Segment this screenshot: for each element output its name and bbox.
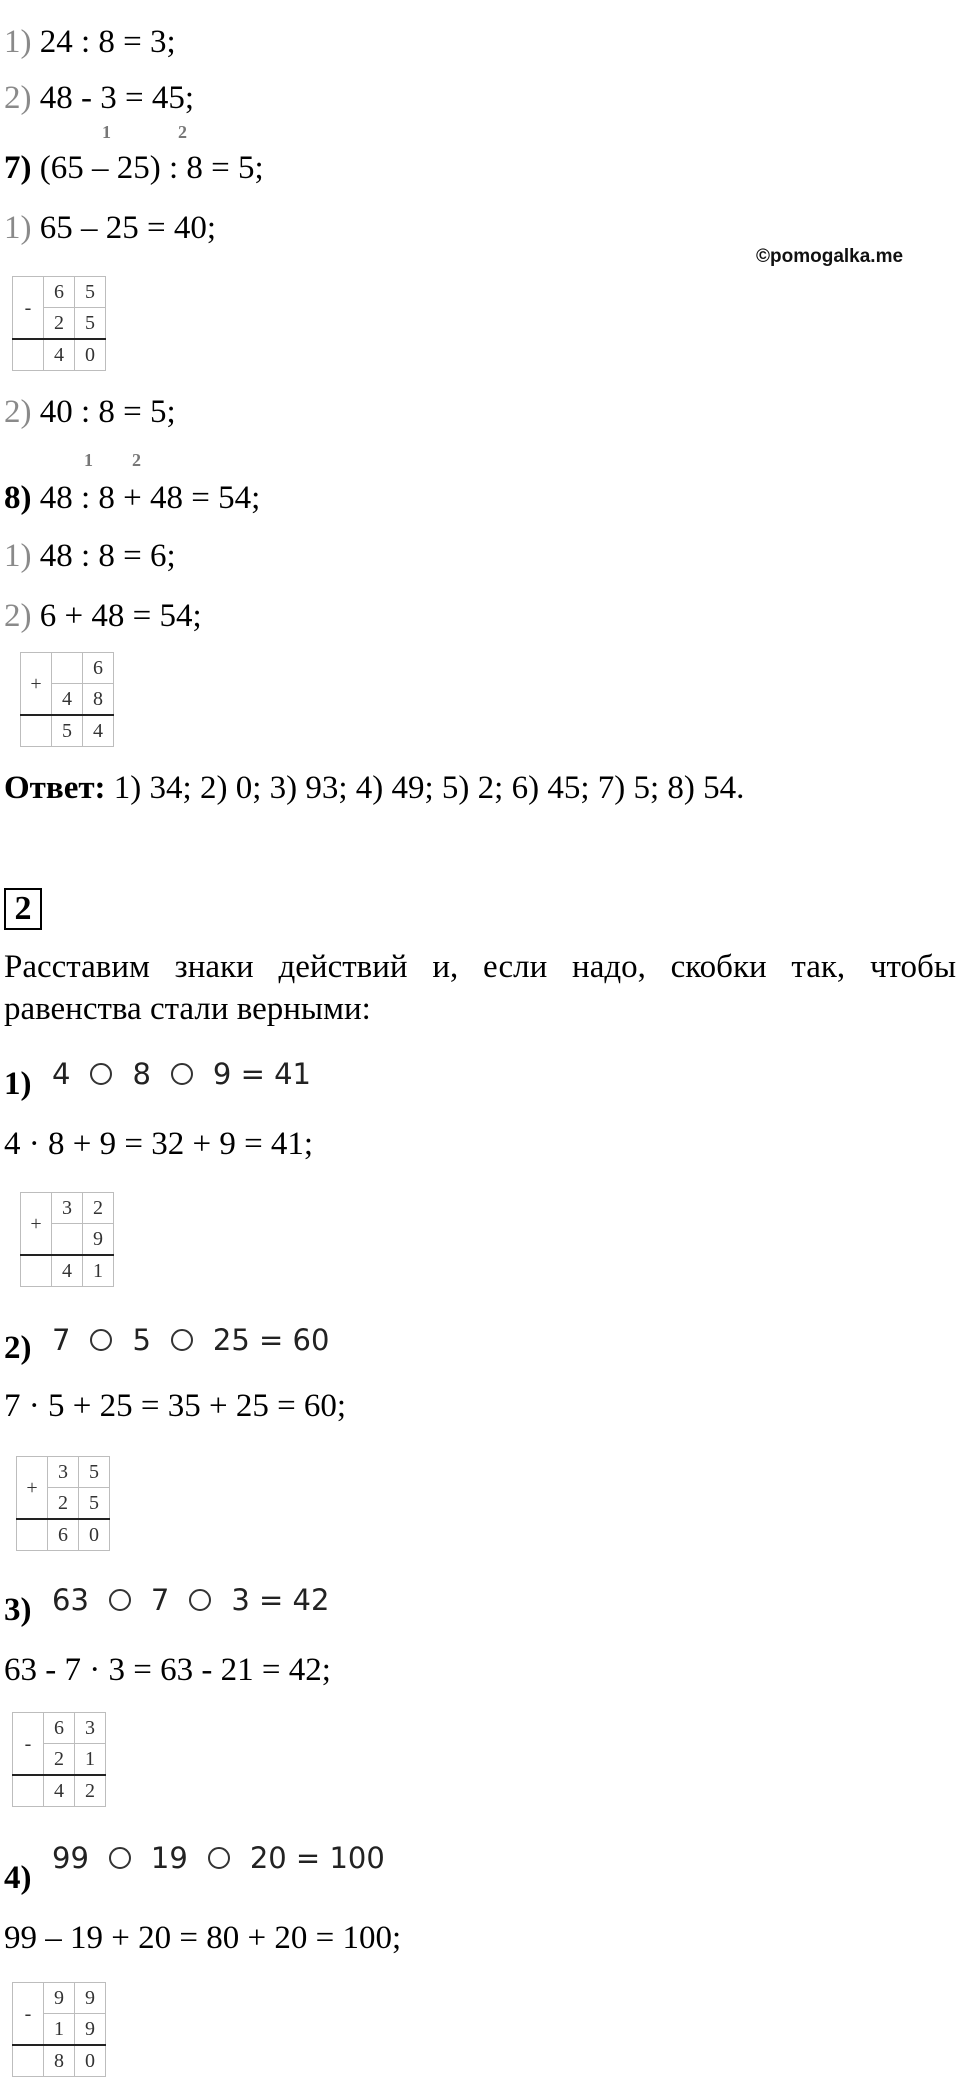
exercise-7 bbox=[4, 148, 264, 188]
step-text: 6 + 48 = 54; bbox=[39, 598, 202, 634]
digit: 9 bbox=[75, 1983, 106, 2014]
exercise-7-step-2 bbox=[4, 392, 176, 432]
operand: 99 bbox=[52, 1841, 89, 1875]
column-calc-8 bbox=[20, 652, 114, 747]
digit: 2 bbox=[44, 1744, 75, 1776]
blank-circle-icon bbox=[90, 1063, 112, 1085]
exercise-expression: (65 – 25) : 8 = 5; bbox=[39, 150, 264, 186]
order-mark-1: 1 bbox=[102, 122, 111, 142]
digit: 6 bbox=[44, 277, 75, 308]
exercise-8 bbox=[4, 478, 260, 518]
exercise-label: 8) bbox=[4, 480, 32, 516]
digit: 3 bbox=[52, 1193, 83, 1224]
item-1-task bbox=[52, 1052, 311, 1096]
digit: 0 bbox=[79, 1519, 110, 1551]
column-calc-item-4 bbox=[12, 1982, 106, 2077]
item-4-task bbox=[52, 1836, 385, 1880]
digit: 8 bbox=[44, 2045, 75, 2077]
digit bbox=[52, 653, 83, 684]
digit: 5 bbox=[79, 1457, 110, 1488]
item-1-label: 1) bbox=[4, 1066, 32, 1102]
digit: 4 bbox=[83, 715, 114, 747]
digit: 1 bbox=[75, 1744, 106, 1776]
exercise-7-step-1 bbox=[4, 208, 216, 248]
item-4-solution: 99 – 19 + 20 = 80 + 20 = 100; bbox=[4, 1920, 402, 1956]
operand: 63 bbox=[52, 1583, 89, 1617]
operator: + bbox=[21, 1193, 52, 1256]
digit bbox=[52, 1224, 83, 1256]
answer-text: 1) 34; 2) 0; 3) 93; 4) 49; 5) 2; 6) 45; 7) 5; 8) 54. bbox=[113, 770, 745, 806]
digit: 9 bbox=[44, 1983, 75, 2014]
operator: + bbox=[17, 1457, 48, 1520]
item-2-task bbox=[52, 1318, 329, 1362]
step-text: 40 : 8 = 5; bbox=[39, 394, 176, 430]
column-calc-item-2 bbox=[16, 1456, 110, 1551]
operator: - bbox=[13, 1713, 44, 1776]
exercise-label: 7) bbox=[4, 150, 32, 186]
operand: 3 = 42 bbox=[231, 1583, 330, 1617]
digit: 6 bbox=[44, 1713, 75, 1744]
digit: 9 bbox=[75, 2014, 106, 2046]
digit: 6 bbox=[83, 653, 114, 684]
column-calc-item-3 bbox=[12, 1712, 106, 1807]
item-3-solution: 63 - 7 · 3 = 63 - 21 = 42; bbox=[4, 1652, 331, 1688]
digit: 2 bbox=[75, 1775, 106, 1807]
column-calc-item-1 bbox=[20, 1192, 114, 1287]
line-step-2 bbox=[4, 78, 194, 118]
step-number: 1) bbox=[4, 24, 32, 60]
step-number: 2) bbox=[4, 394, 32, 430]
step-number: 2) bbox=[4, 80, 32, 116]
step-number: 2) bbox=[4, 598, 32, 634]
digit: 1 bbox=[83, 1255, 114, 1287]
step-number: 1) bbox=[4, 210, 32, 246]
operand: 19 bbox=[150, 1841, 188, 1875]
digit: 2 bbox=[83, 1193, 114, 1224]
blank-circle-icon bbox=[171, 1063, 193, 1085]
operand: 4 bbox=[52, 1057, 71, 1091]
digit: 5 bbox=[52, 715, 83, 747]
blank-circle-icon bbox=[109, 1589, 131, 1611]
exercise-expression: 48 : 8 + 48 = 54; bbox=[39, 480, 261, 516]
blank-circle-icon bbox=[90, 1329, 112, 1351]
item-2-label: 2) bbox=[4, 1330, 32, 1366]
operator: - bbox=[13, 1983, 44, 2046]
digit: 8 bbox=[83, 684, 114, 716]
step-text: 48 - 3 = 45; bbox=[39, 80, 195, 116]
digit: 9 bbox=[83, 1224, 114, 1256]
digit: 4 bbox=[44, 1775, 75, 1807]
step-text: 48 : 8 = 6; bbox=[39, 538, 176, 574]
digit: 3 bbox=[48, 1457, 79, 1488]
digit: 2 bbox=[48, 1488, 79, 1520]
column-calc-7 bbox=[12, 276, 106, 371]
answer-label: Ответ: bbox=[4, 770, 106, 806]
digit: 2 bbox=[44, 308, 75, 340]
line-step-1 bbox=[4, 22, 176, 62]
task-number-box: 2 bbox=[4, 888, 42, 930]
item-4-label: 4) bbox=[4, 1860, 32, 1896]
blank-circle-icon bbox=[171, 1329, 193, 1351]
item-3-label: 3) bbox=[4, 1592, 32, 1628]
digit: 5 bbox=[79, 1488, 110, 1520]
watermark: ©pomogalka.me bbox=[756, 246, 904, 267]
step-text: 24 : 8 = 3; bbox=[39, 24, 176, 60]
order-mark-2: 2 bbox=[132, 450, 141, 470]
operand: 7 bbox=[150, 1583, 170, 1617]
digit: 6 bbox=[48, 1519, 79, 1551]
digit: 1 bbox=[44, 2014, 75, 2046]
operand: 8 bbox=[132, 1057, 151, 1091]
order-mark-1: 1 bbox=[84, 450, 93, 470]
operand: 9 = 41 bbox=[212, 1057, 311, 1091]
exercise-8-step-1 bbox=[4, 536, 176, 576]
operator: - bbox=[13, 277, 44, 340]
digit: 4 bbox=[52, 1255, 83, 1287]
step-text: 65 – 25 = 40; bbox=[39, 210, 217, 246]
item-1-solution: 4 · 8 + 9 = 32 + 9 = 41; bbox=[4, 1126, 314, 1162]
operand: 7 bbox=[52, 1323, 71, 1357]
operand: 25 = 60 bbox=[212, 1323, 330, 1357]
exercise-8-step-2 bbox=[4, 596, 202, 636]
blank-circle-icon bbox=[109, 1847, 131, 1869]
digit: 5 bbox=[75, 308, 106, 340]
digit: 4 bbox=[44, 339, 75, 371]
step-number: 1) bbox=[4, 538, 32, 574]
blank-circle-icon bbox=[189, 1589, 211, 1611]
operand: 20 = 100 bbox=[249, 1841, 385, 1875]
digit: 0 bbox=[75, 2045, 106, 2077]
item-2-solution: 7 · 5 + 25 = 35 + 25 = 60; bbox=[4, 1388, 347, 1424]
blank-circle-icon bbox=[208, 1847, 230, 1869]
digit: 0 bbox=[75, 339, 106, 371]
operand: 5 bbox=[132, 1323, 151, 1357]
digit: 3 bbox=[75, 1713, 106, 1744]
operator: + bbox=[21, 653, 52, 716]
digit: 5 bbox=[75, 277, 106, 308]
order-mark-2: 2 bbox=[178, 122, 187, 142]
answer-line bbox=[4, 768, 744, 808]
task-statement: Расставим знаки действий и, если надо, скобки так, чтобы равенства стали верными: bbox=[4, 949, 956, 1027]
item-3-task bbox=[52, 1578, 329, 1622]
digit: 4 bbox=[52, 684, 83, 716]
